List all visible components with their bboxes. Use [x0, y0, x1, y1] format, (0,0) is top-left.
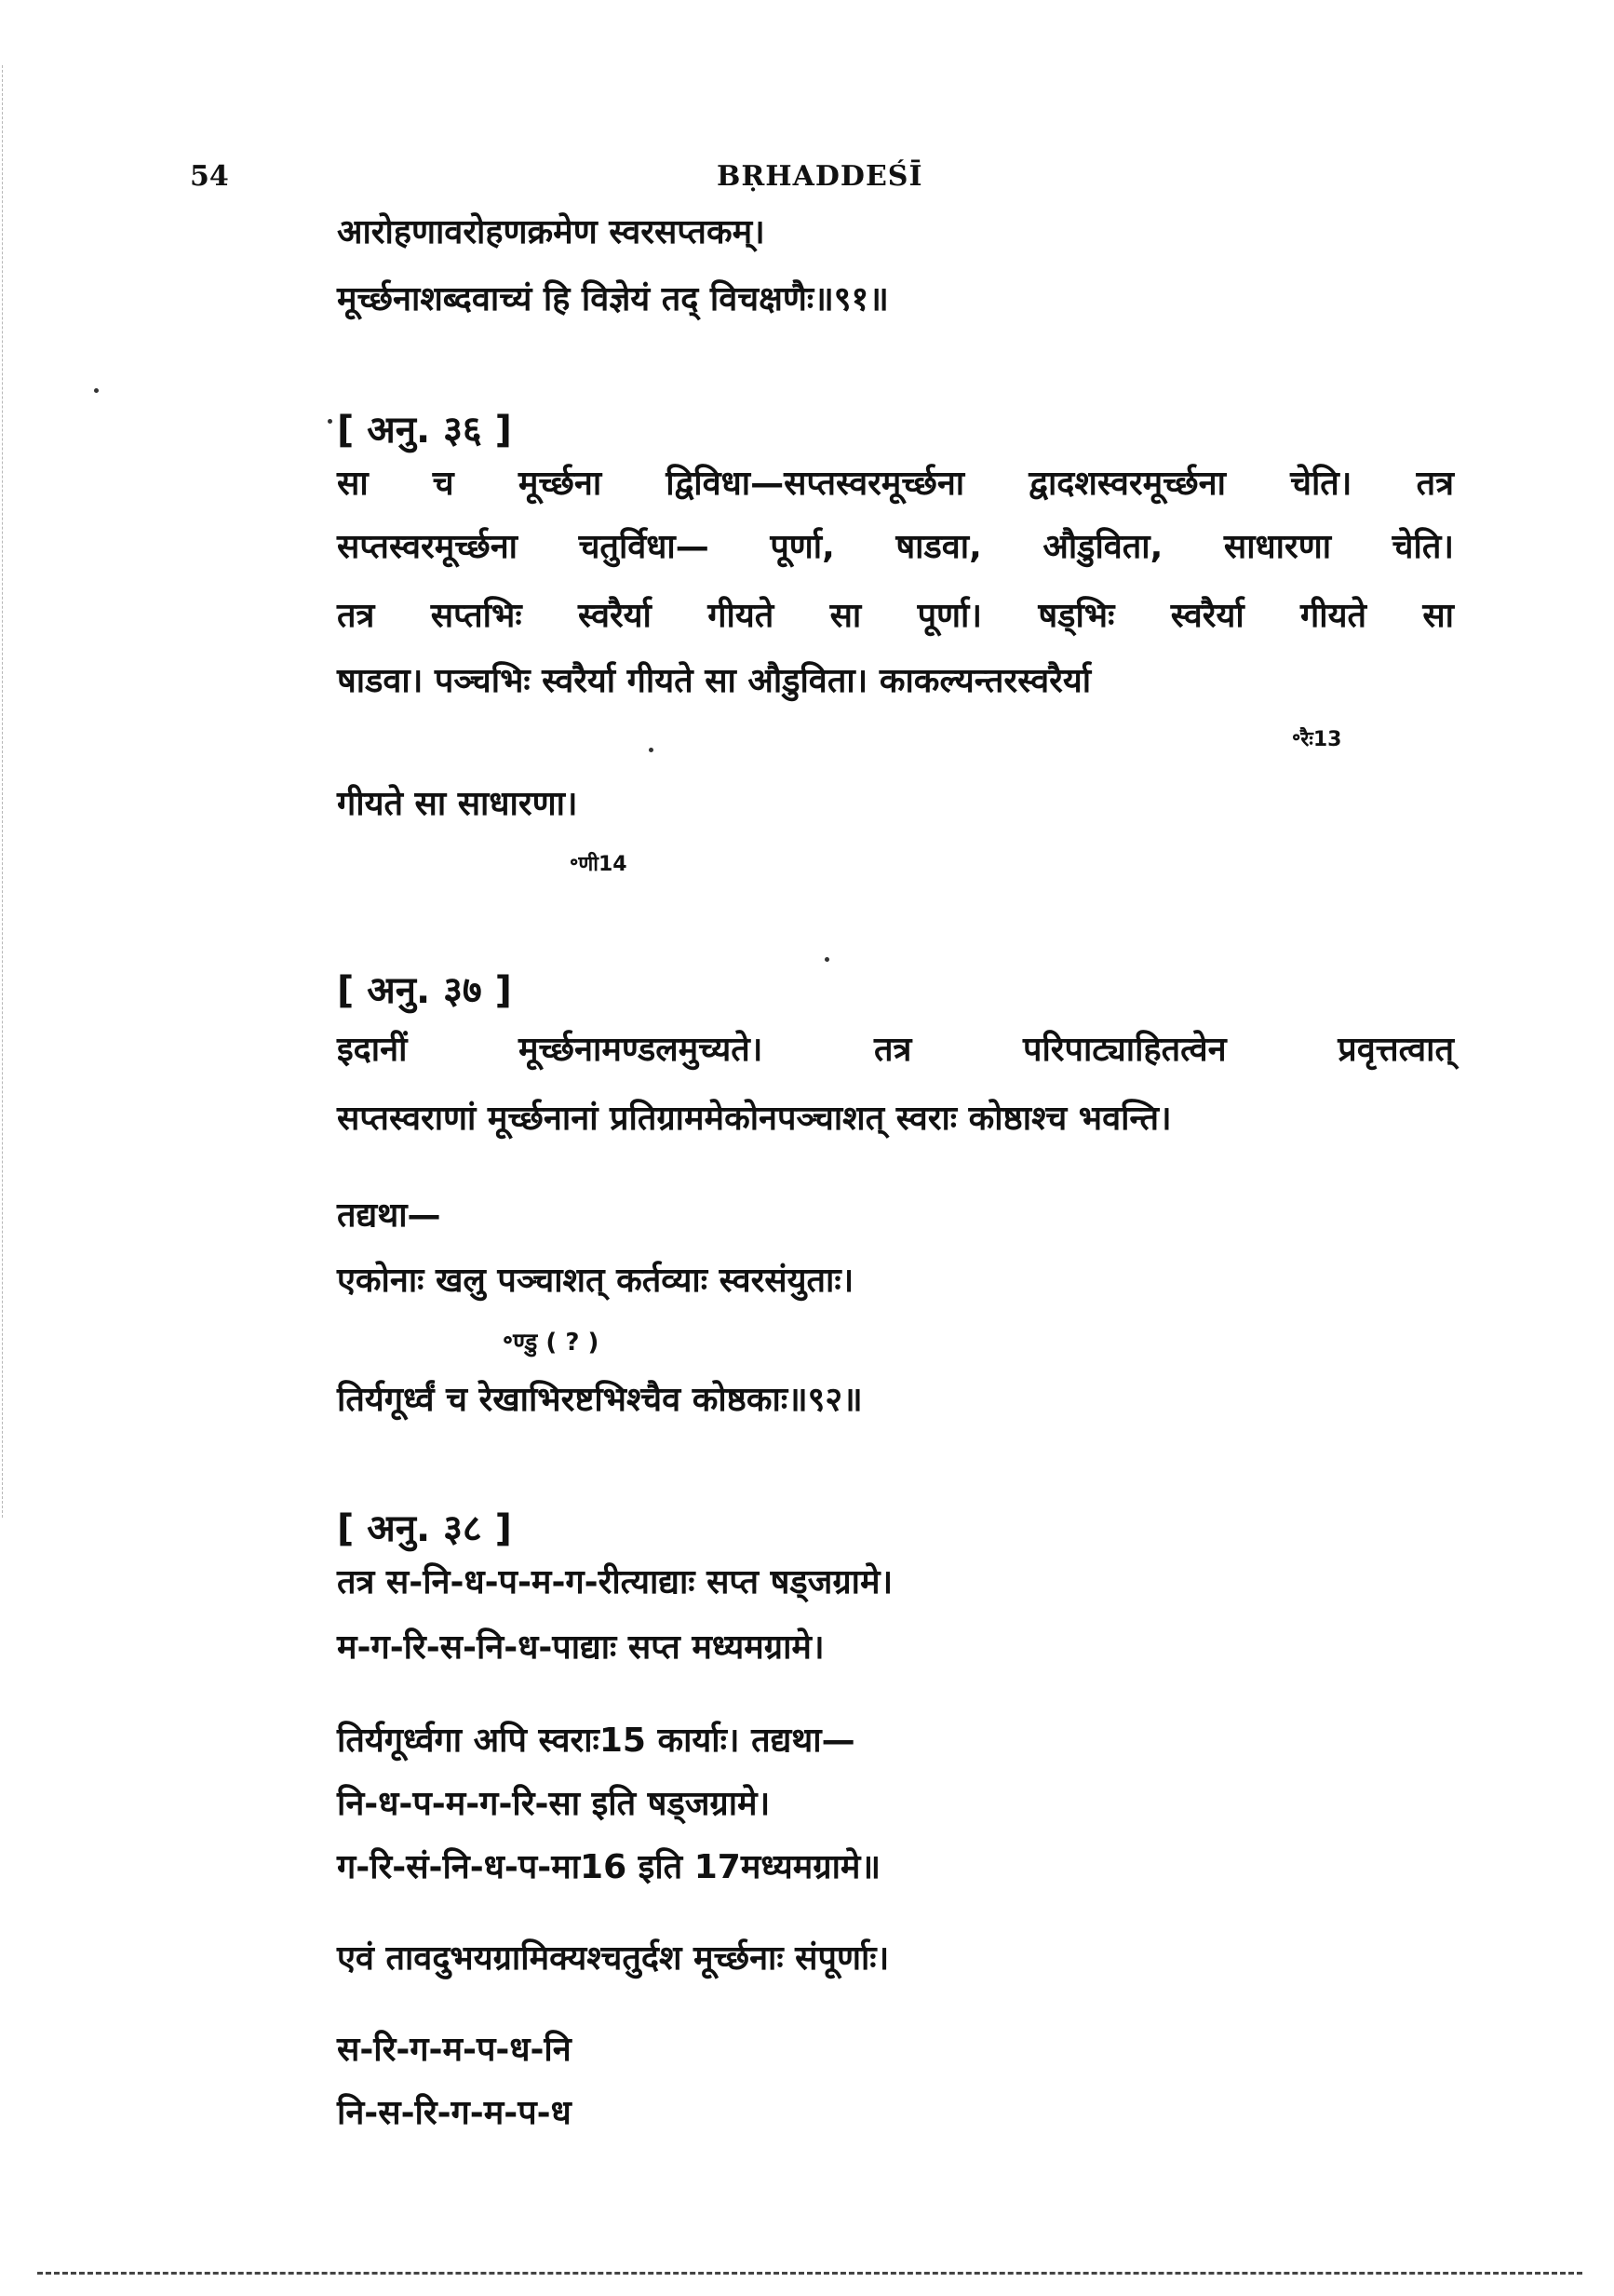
section-38-line-1: तत्र स-नि-ध-प-म-ग-रीत्याद्याः सप्त षड्जग्रामे।	[337, 1563, 894, 1601]
verse-92-line-2: तिर्यगूर्ध्वं च रेखाभिरष्टभिश्चैव कोष्ठकाः॥९२॥	[337, 1381, 863, 1419]
scan-speck	[94, 388, 99, 393]
page-header	[0, 160, 1614, 207]
section-36-line-1: सा च मूर्च्छना द्विविधा—सप्तस्वरमूर्च्छना द्वादशस्वरमूर्च्छना चेति। तत्र	[337, 465, 1454, 503]
section-38-line-4: नि-ध-प-म-ग-रि-सा इति षड्जग्रामे।	[337, 1785, 771, 1823]
verse-91-line-2: मूर्च्छनाशब्दवाच्यं हि विज्ञेयं तद् विचक्षणैः॥९१॥	[337, 280, 889, 318]
section-37-heading: [ अनु. ३७ ]	[337, 969, 512, 1012]
section-38-line-6: एवं तावदुभयग्रामिक्यश्चतुर्दश मूर्च्छनाः संपूर्णाः।	[337, 1939, 890, 1978]
section-38-line-5: ग-रि-सं-नि-ध-प-मा16 इति 17मध्यमग्रामे॥	[337, 1848, 881, 1886]
footnote-marker-13: ॰रैः13	[1292, 728, 1342, 751]
section-36-line-2: सप्तस्वरमूर्च्छना चतुर्विधा— पूर्णा, षाडवा, औडुविता, साधारणा चेति।	[337, 528, 1454, 566]
section-37-line-1: इदानीं मूर्च्छनामण्डलमुच्यते। तत्र परिपाट्याहितत्वेन प्रवृत्तत्वात्	[337, 1031, 1454, 1069]
verse-92-line-1: एकोनाः खलु पञ्चाशत् कर्तव्याः स्वरसंयुताः।	[337, 1262, 854, 1300]
scan-speck	[649, 748, 653, 752]
running-title: BṚHADDEŚĪ	[717, 160, 923, 193]
section-36-line-5: गीयते सा साधारणा।	[337, 785, 578, 823]
footnote-marker-14: ॰णी14	[570, 853, 627, 876]
variant-reading-note: ॰ण्डु ( ? )	[503, 1329, 599, 1357]
verse-91-line-1: आरोहणावरोहणक्रमेण स्वरसप्तकम्।	[337, 213, 765, 251]
section-37-line-2: सप्तस्वराणां मूर्च्छनानां प्रतिग्राममेकोनपञ्चाशत् स्वराः कोष्ठाश्च भवन्ति।	[337, 1100, 1172, 1138]
swara-sequence-2: नि-स-रि-ग-म-प-ध	[337, 2094, 572, 2132]
scan-speck	[328, 419, 332, 424]
swara-sequence-1: स-रि-ग-म-प-ध-नि	[337, 2031, 572, 2069]
section-36-line-4: षाडवा। पञ्चभिः स्वरैर्या गीयते सा औडुविता। काकल्यन्तरस्वरैर्या	[337, 662, 1092, 700]
bottom-rule	[37, 2272, 1582, 2275]
scan-speck	[825, 957, 829, 962]
section-36-line-3: तत्र सप्तभिः स्वरैर्या गीयते सा पूर्णा। षड्भिः स्वरैर्या गीयते सा	[337, 597, 1454, 635]
scan-edge-artifact	[2, 65, 7, 1518]
section-38-heading: [ अनु. ३८ ]	[337, 1507, 512, 1550]
page-number: 54	[190, 160, 229, 193]
section-36-heading: [ अनु. ३६ ]	[337, 409, 512, 452]
tadyatha-label: तद्यथा—	[337, 1196, 441, 1235]
section-38-line-2: म-ग-रि-स-नि-ध-पाद्याः सप्त मध्यमग्रामे।	[337, 1628, 825, 1667]
section-38-line-3: तिर्यगूर्ध्वगा अपि स्वराः15 कार्याः। तद्यथा—	[337, 1722, 855, 1760]
